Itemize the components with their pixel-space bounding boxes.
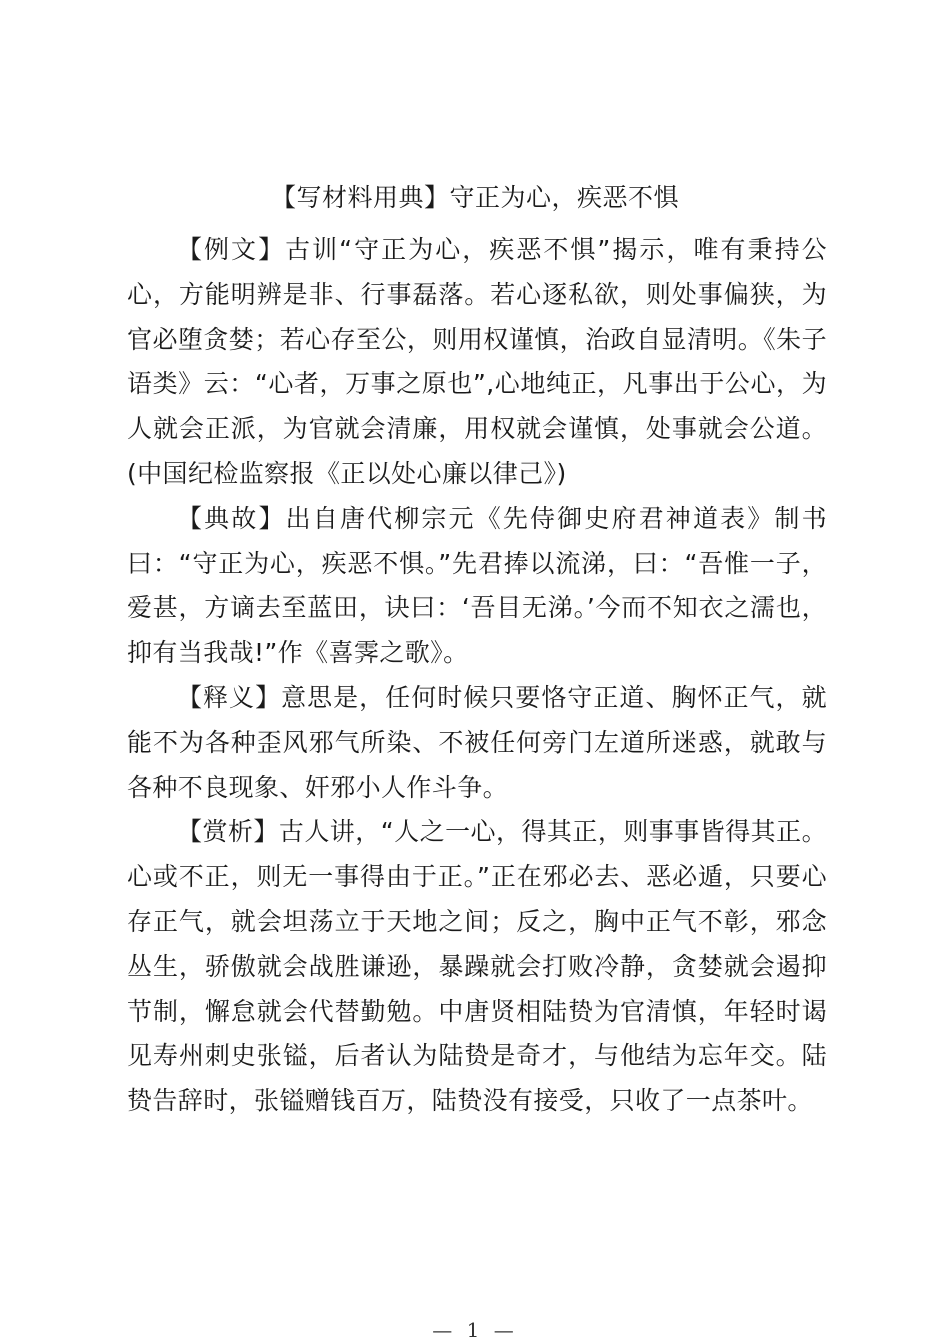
page-number: — 1 — [432, 1318, 518, 1342]
paragraph-allusion: 【典故】出自唐代柳宗元《先侍御史府君神道表》制书曰：“守正为心，疾恶不惧。”先君捧以流涕，曰：“吾惟一子，爱甚，方谪去至蓝田，诀曰：‘吾目无涕。’今而不知衣之濡也，抑有当我哉!”作《喜霁之歌》。 [127, 503, 827, 668]
paragraph-meaning: 【释义】意思是，任何时候只要恪守正道、胸怀正气，就能不为各种歪风邪气所染、不被任何旁门左道所迷惑，就敢与各种不良现象、奸邪小人作斗争。 [127, 682, 827, 802]
paragraph-appreciation: 【赏析】古人讲，“人之一心，得其正，则事事皆得其正。心或不正，则无一事得由于正。”正在邪必去、恶必遁，只要心存正气，就会坦荡立于天地之间；反之，胸中正气不彰，邪念丛生，骄傲就会战胜谦逊，暴躁就会打败冷静，贪婪就会遏抑节制，懈怠就会代替勤勉。中唐贤相陆贽为官清慎，年轻时谒见寿州刺史张镒，后者认为陆贽是奇才，与他结为忘年交。陆贽告辞时，张镒赠钱百万，陆贽没有接受，只收了一点茶叶。 [127, 817, 827, 1116]
document-title: 【写材料用典】守正为心，疾恶不惧 [270, 183, 679, 212]
document-body [127, 228, 827, 1124]
paragraph-example: 【例文】古训“守正为心，疾恶不惧”揭示，唯有秉持公心，方能明辨是非、行事磊落。若心逐私欲，则处事偏狭，为官必堕贪婪；若心存至公，则用权谨慎，治政自显清明。《朱子语类》云：“心者，万事之原也”,心地纯正，凡事出于公心，为人就会正派，为官就会清廉，用权就会谨慎，处事就会公道。(中国纪检监察报《正以处心廉以律己》) [127, 235, 827, 488]
